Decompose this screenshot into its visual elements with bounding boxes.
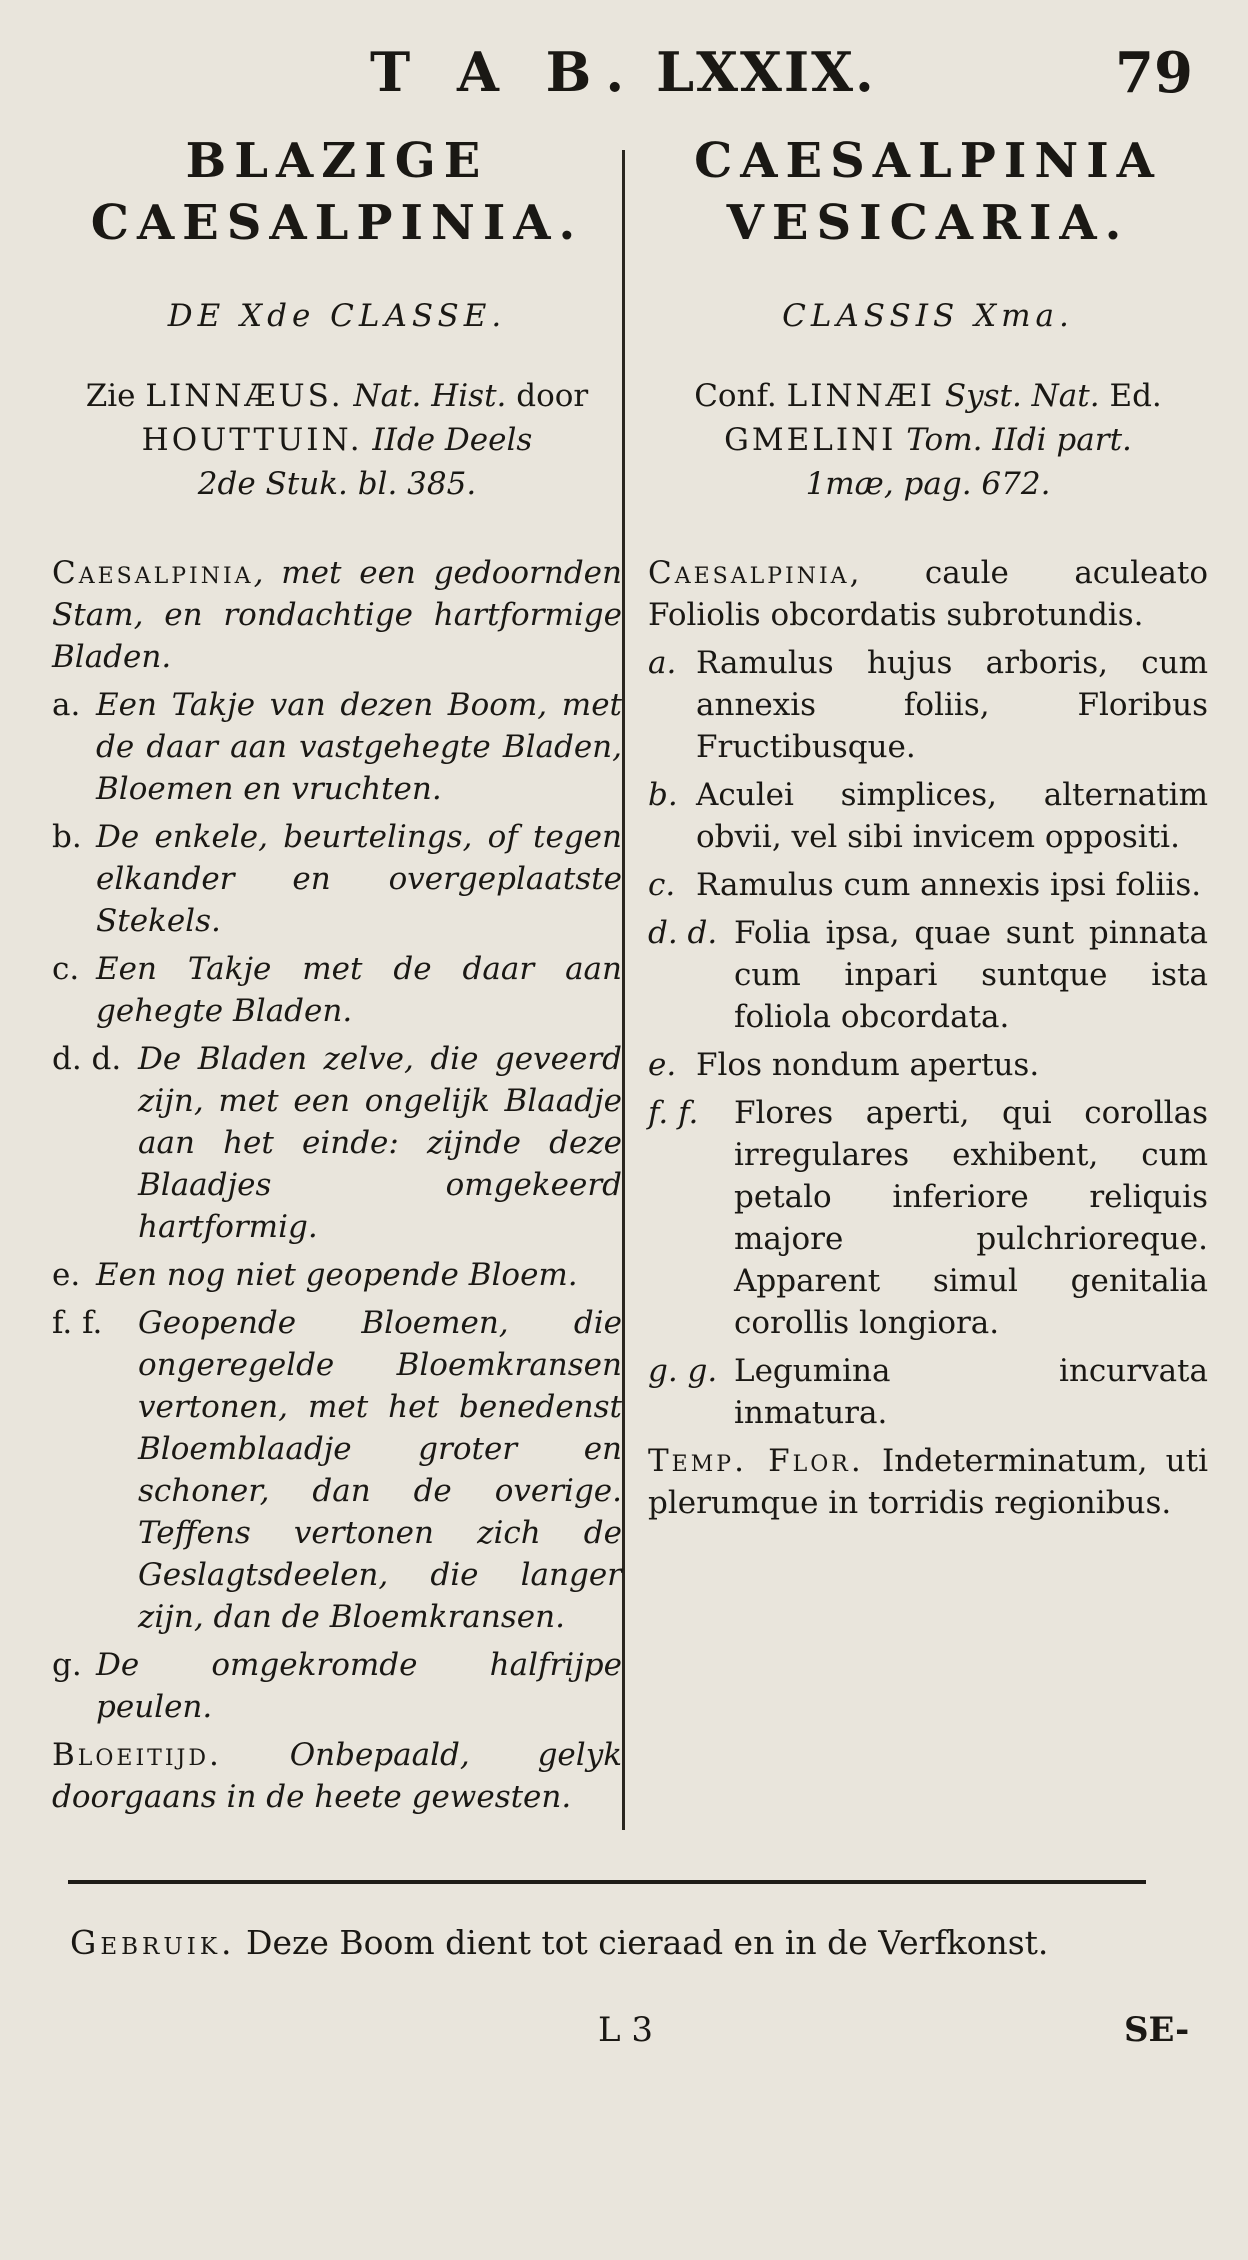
entry: [52, 1644, 622, 1728]
entry: [648, 1092, 1208, 1344]
dutch-reference: [52, 374, 622, 506]
entry-label: d. d.: [52, 1041, 122, 1077]
entry-text: [96, 816, 622, 942]
entry: [648, 1440, 1208, 1524]
entry-text: [96, 684, 622, 810]
entry-text: [138, 1302, 622, 1638]
entry-text: [96, 1254, 622, 1296]
latin-title-line1: CAESALPINIA: [694, 133, 1162, 189]
plate-roman-number: LXXIX.: [656, 40, 876, 104]
entry: [648, 1044, 1208, 1086]
ref-author: HOUTTUIN.: [141, 422, 363, 458]
entry-body: , met een gedoornden Stam, en rondachtige hartformige Bladen.: [52, 555, 622, 675]
entry-label: g.: [52, 1647, 82, 1683]
ref-page: 1mæ, pag. 672.: [805, 466, 1051, 502]
ref-author: GMELINI: [724, 422, 897, 458]
entry-body: Ramulus hujus arboris, cum annexis foliis, Floribus Fructibusque.: [696, 645, 1208, 765]
entry-label: c.: [648, 867, 676, 903]
entry-body: Flos nondum apertus.: [696, 1047, 1040, 1083]
entry: [52, 684, 622, 810]
entry-body: Aculei simplices, alternatim obvii, vel sibi invicem oppositi.: [696, 777, 1208, 855]
latin-entries: [648, 552, 1208, 1524]
entry: [648, 1350, 1208, 1434]
latin-reference: [648, 374, 1208, 506]
entry-body: , caule aculeato Foliolis obcordatis subrotundis.: [648, 555, 1208, 633]
entry: [648, 774, 1208, 858]
entry-body: Onbepaald, gelyk doorgaans in de heete gewesten.: [52, 1737, 622, 1815]
entry: [52, 816, 622, 942]
ref-text: Zie: [85, 378, 146, 414]
latin-title-line2: VESICARIA.: [726, 195, 1130, 251]
entry-body: Een Takje van dezen Boom, met de daar aan vastgehegte Bladen, Bloemen en vruchten.: [96, 687, 622, 807]
dutch-title-line2: CAESALPINIA.: [90, 195, 584, 251]
entry-body: Legumina incurvata inmatura.: [734, 1353, 1208, 1431]
entry-label: a.: [648, 645, 677, 681]
entry-body: De Bladen zelve, die geveerd zijn, met een ongelijk Blaadje aan het einde: zijnde deze Blaadjes omgekeerd hartformig.: [138, 1041, 622, 1245]
dutch-entries: [52, 552, 622, 1818]
entry-label: f. f.: [648, 1095, 699, 1131]
ref-volume: IIde Deels: [362, 422, 533, 458]
entry: [52, 1038, 622, 1248]
usage-lead: Gebruik.: [70, 1923, 236, 1962]
entry-body: Geopende Bloemen, die ongeregelde Bloemkransen vertonen, met het benedenst Bloemblaadje groter en schoner, dan de overige. Teffens vertonen zich de Geslagtsdeelen, die langer zijn, dan de Bloemkransen.: [138, 1305, 622, 1635]
entry-lead: Bloeitijd.: [52, 1737, 222, 1773]
entry: [648, 912, 1208, 1038]
latin-column: [648, 130, 1208, 1530]
entry-body: De enkele, beurtelings, of tegen elkander en overgeplaatste Stekels.: [96, 819, 622, 939]
entry-label: b.: [52, 819, 82, 855]
entry: [52, 552, 622, 678]
dutch-title: [52, 130, 622, 254]
entry-label: e.: [52, 1257, 81, 1293]
entry-text: [96, 948, 622, 1032]
entry-text: [138, 1038, 622, 1248]
entry-label: d. d.: [648, 915, 718, 951]
entry: [52, 1734, 622, 1818]
entry-body: Een nog niet geopende Bloem.: [96, 1257, 578, 1293]
entry-text: [52, 1734, 622, 1818]
entry-text: [96, 1644, 622, 1728]
entry-label: a.: [52, 687, 81, 723]
ref-text: Ed.: [1099, 378, 1162, 414]
plate-heading: [370, 40, 876, 104]
entry: [648, 642, 1208, 768]
entry-label: e.: [648, 1047, 677, 1083]
ref-volume: Tom. IIdi part.: [896, 422, 1132, 458]
entry-lead: Temp. Flor.: [648, 1443, 864, 1479]
ref-work: Nat. Hist.: [343, 378, 507, 414]
entry-body: Een Takje met de daar aan gehegte Bladen.: [96, 951, 622, 1029]
usage-text: Deze Boom dient tot cieraad en in de Verfkonst.: [235, 1923, 1049, 1962]
dutch-column: [52, 130, 622, 1824]
ref-page: 2de Stuk. bl. 385.: [197, 466, 477, 502]
entry-text: [696, 1044, 1208, 1086]
entry-label: b.: [648, 777, 678, 813]
entry-body: Ramulus cum annexis ipsi foliis.: [696, 867, 1202, 903]
entry-lead: Caesalpinia: [52, 555, 254, 591]
entry-label: c.: [52, 951, 80, 987]
page-number: 79: [1115, 40, 1193, 106]
entry-text: [648, 1440, 1208, 1524]
usage-note: [70, 1920, 1210, 1966]
entry-text: [52, 552, 622, 678]
latin-title: [648, 130, 1208, 254]
entry-text: [648, 552, 1208, 636]
entry-body: Flores aperti, qui corollas irregulares exhibent, cum petalo inferiore reliquis majore pulchrioreque. Apparent simul genitalia corollis longiora.: [734, 1095, 1208, 1341]
ref-text: Conf.: [694, 378, 787, 414]
entry: [648, 864, 1208, 906]
entry-text: [696, 642, 1208, 768]
entry: [52, 1302, 622, 1638]
catchword: SE-: [1124, 2010, 1190, 2050]
entry-label: g. g.: [648, 1353, 718, 1389]
entry-text: [696, 774, 1208, 858]
entry: [648, 552, 1208, 636]
dutch-class-line: DE Xde CLASSE.: [167, 298, 507, 334]
entry-text: [734, 1350, 1208, 1434]
ref-author: LINNÆI: [786, 378, 935, 414]
entry: [52, 1254, 622, 1296]
entry-text: [734, 1092, 1208, 1344]
ref-text: door: [506, 378, 589, 414]
latin-class-line: CLASSIS Xma.: [782, 298, 1074, 334]
dutch-title-line1: BLAZIGE: [185, 133, 489, 189]
ref-author: LINNÆUS.: [145, 378, 344, 414]
entry-body: Folia ipsa, quae sunt pinnata cum inpari suntque ista foliola obcordata.: [734, 915, 1208, 1035]
signature-mark: L 3: [598, 2010, 654, 2050]
entry-text: [734, 912, 1208, 1038]
entry-body: De omgekromde halfrijpe peulen.: [96, 1647, 622, 1725]
entry-text: [696, 864, 1208, 906]
horizontal-rule: [68, 1880, 1146, 1884]
ref-work: Syst. Nat.: [935, 378, 1100, 414]
column-divider: [622, 150, 625, 1830]
plate-tab-label: T A B.: [370, 40, 639, 104]
entry-lead: Caesalpinia: [648, 555, 850, 591]
entry: [52, 948, 622, 1032]
entry-label: f. f.: [52, 1305, 103, 1341]
entry-body: Indeterminatum, uti plerumque in torridis regionibus.: [648, 1443, 1208, 1521]
